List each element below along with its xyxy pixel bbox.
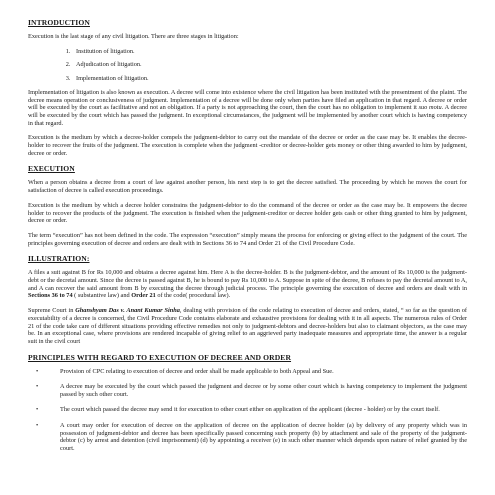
bold-term: Order 21: [131, 292, 156, 300]
bullet-icon: •: [36, 367, 39, 375]
list-item-text: A court may order for execution of decree on the application of decree on the application of decree holder (a) by delivery of any property which was in possession of judgment-debtor and decree has been specifically passed concerning such property (b) by attachment and sale of the property of the judgment-debtor (c) by arrest and detention (civil imprisonment) (d) by appointing a receiver (e) in such other manner which depends upon nature of relief granted by the court.: [60, 422, 467, 452]
stage-item: 1. Institution of litigation.: [72, 48, 467, 56]
list-item: [36, 367, 467, 376]
intro-lead: Execution is the last stage of any civil litigation. There are three stages in litigation:: [28, 33, 239, 40]
text-run: . A decree will be executed by the court which has passed the judgment. In exceptional circumstances, the judgment will be implemented by another court which is having competency in that regard.: [28, 104, 467, 127]
illustration-paragraph-1: [28, 269, 467, 300]
text-run: , dealing with provision of the code relating to execution of decree and orders, stated, “ so far as the question of executability of a decree is concerned, the Civil Procedure Code contains elaborate and exhaustive provisions for dealing with it in all aspects. The numerous rules of Order 21 of the code take care of different situations providing effective remedies not only to judgment-debtors and decree-holders but also to claimant objectors, as the case may be. In an exceptional case, where provisions are rendered incapable of giving relief to an aggrieved party inadequate measures and appropriate time, the answer is a regular suit in the civil court: [28, 307, 467, 345]
intro-paragraph-2: Execution is the medium by which a decree-holder compels the judgment-debtor to carry out the mandate of the decree or order as the case may be. It enables the decree-holder to recover the fruits of the judgment. The execution is complete when the judgment -creditor or decree-holder gets money or other thing awarded to him by judgment, decree or order.: [28, 134, 467, 157]
bullet-icon: •: [36, 406, 39, 414]
execution-paragraph-3: The term “execution” has not been defined in the code. The expression “execution” simply means the process for enforcing or giving effect to the judgment of the court. The principles governing execution of decree and orders are dealt with in Sections 36 to 74 and Order 21 of the Civil Procedure Code.: [28, 231, 467, 247]
introduction-heading: INTRODUCTION: [28, 18, 90, 27]
execution-paragraph-1: When a person obtains a decree from a court of law against another person, his next step is to get the decree satisfied. The proceeding by which he moves the court for satisfaction of decree is called execution proceedings.: [28, 179, 467, 195]
list-item: [36, 406, 467, 414]
list-item-text: The court which passed the decree may send it for execution to other court either on application of the applicant (decree - holder) or by the court itself.: [60, 406, 440, 414]
bold-term: Sections 36 to 74: [28, 292, 73, 300]
bullet-icon: •: [36, 422, 39, 430]
list-item-text: Provision of CPC relating to execution of decree and order shall be made applicable to both Appeal and Sue.: [60, 367, 334, 375]
case-name: Ghanshyam Das v. Anant Kumar Sinha: [75, 307, 180, 315]
execution-heading: EXECUTION: [28, 164, 75, 174]
list-item: [36, 383, 467, 398]
stages-list: [28, 48, 467, 83]
text-run: of the code( procedural law).: [155, 292, 231, 300]
italic-term: suo motu: [418, 104, 442, 112]
text-run: Implementation of litigation is also known as execution. A decree will come into existence where the civil litigation has been instituted with the presentment of the plaint. The decree means operation or conclusiveness of judgment. Implementation of a decree will be done only when parties have filed an application in that regard. A decree or order will be executed by the court as facilitative and not an obligation. If a party is not approaching the court, then the court has no obligation to implement it: [28, 88, 467, 112]
execution-paragraph-2: Execution is the medium by which a decree holder constrains the judgment-debtor to do the command of the decree or order as the case may be. It empowers the decree holder to recover the products of the judgment. The execution is finished when the judgment-creditor or decree holder gets cash or other thing granted to him by judgment, decree or order.: [28, 201, 467, 225]
illustration-paragraph-2: [28, 307, 467, 346]
principles-heading: PRINCIPLES WITH REGARD TO EXECUTION OF DECREE AND ORDER: [28, 352, 292, 362]
intro-paragraph-1: [28, 89, 467, 128]
stage-item: 3. Implementation of litigation.: [72, 75, 467, 83]
bullet-icon: •: [36, 383, 39, 391]
stage-item: 2. Adjudication of litigation.: [72, 61, 467, 69]
text-run: ( substantive law) and: [72, 292, 132, 300]
text-run: A files a suit against B for Rs 10,000 and obtains a decree against him. Here A is the decree-holder. B is the judgment-debtor, and the amount of Rs 10,000 is the judgment-debt or the decretal amount. Since the decree is passed against B, he is bound to pay Rs 10,000 to A. Suppose in spite of the decree, B refuses to pay the decretal amount to A, and A can recover the said amount from B by executing the decree through judicial process. The principle governing the execution of decree and orders are dealt with in: [28, 269, 467, 292]
text-run: Supreme Court in: [28, 307, 76, 315]
principles-list: [28, 368, 467, 453]
list-item-text: A decree may be executed by the court which passed the judgment and decree or by some other court which is having competency to implement the judgment passed by such other court.: [60, 383, 467, 398]
list-item: [36, 422, 467, 452]
illustration-heading: ILLUSTRATION:: [28, 254, 90, 264]
